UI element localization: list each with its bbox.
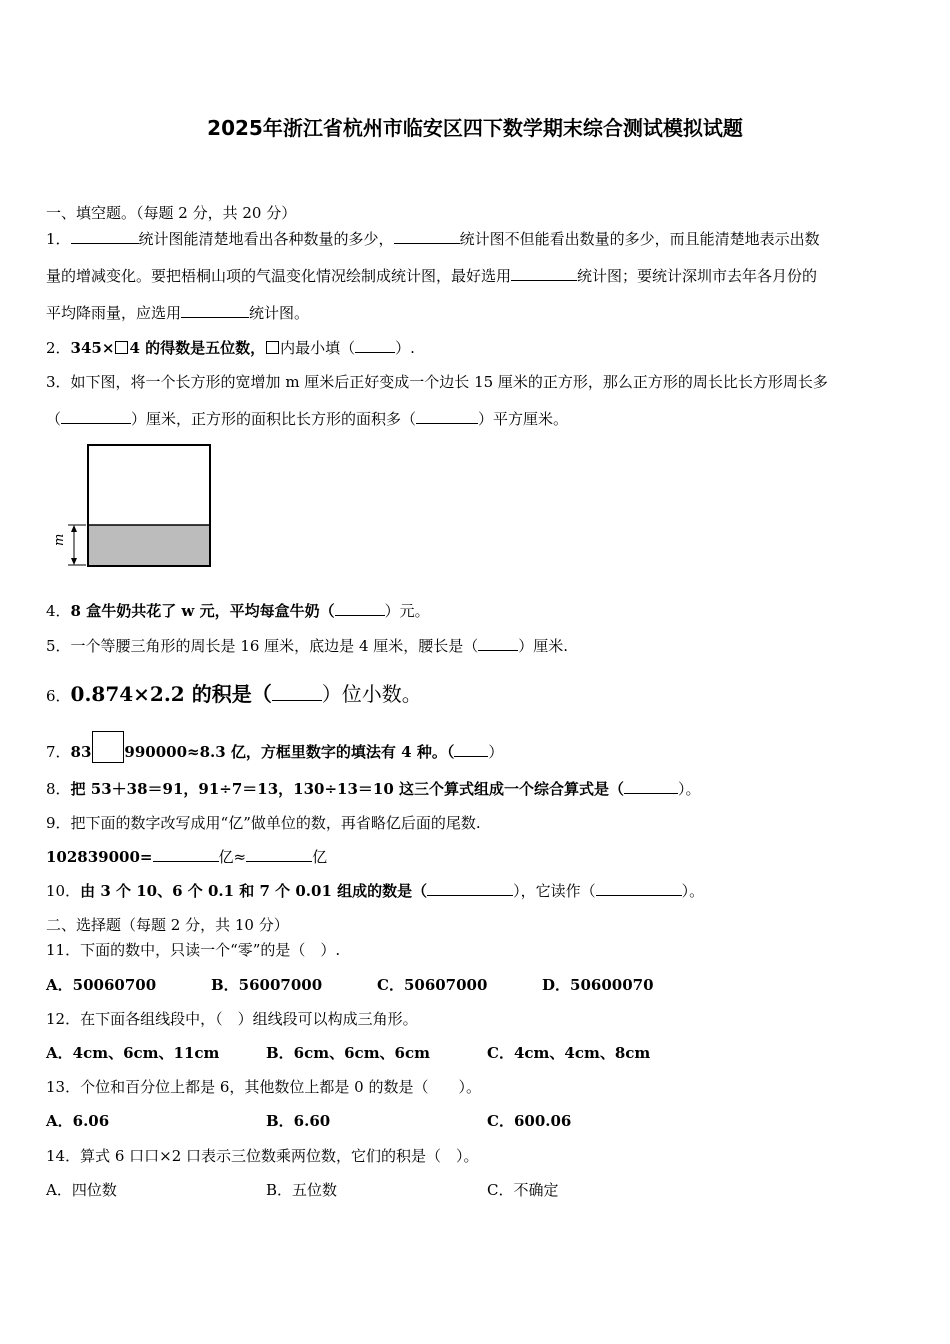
- digit-box[interactable]: [92, 731, 124, 763]
- question-text: 亿: [312, 848, 328, 866]
- question-number: 10．: [46, 882, 81, 900]
- question-14-stem: 14．算式 6 口口×2 口表示三位数乘两位数，它们的积是（ ）。: [46, 1147, 479, 1165]
- question-number: 1．: [46, 230, 71, 248]
- question-text: 平均降雨量，应选用: [46, 304, 182, 322]
- option-a[interactable]: A．6.06: [46, 1112, 110, 1130]
- option-c[interactable]: C．600.06: [487, 1112, 572, 1130]
- option-b[interactable]: B．56007000: [211, 976, 323, 994]
- answer-blank[interactable]: [355, 338, 395, 353]
- question-text: ）厘米.: [518, 637, 569, 655]
- m-label: m: [52, 533, 67, 546]
- question-text: ）位小数。: [321, 682, 422, 706]
- answer-blank[interactable]: [71, 229, 139, 244]
- arrow-up-icon: [71, 525, 77, 532]
- answer-blank[interactable]: [335, 601, 385, 616]
- option-b[interactable]: B．6cm、6cm、6cm: [266, 1044, 431, 1062]
- arrow-down-icon: [71, 558, 77, 565]
- question-text: 8 盒牛奶共花了 w 元，平均每盒牛奶（: [70, 602, 335, 620]
- question-text: 量的增减变化。要把梧桐山项的气温变化情况绘制成统计图，最好选用: [46, 267, 512, 285]
- answer-blank[interactable]: [454, 742, 488, 757]
- question-3-line-2: [46, 408, 568, 429]
- answer-blank[interactable]: [416, 409, 478, 424]
- answer-blank[interactable]: [596, 881, 682, 896]
- question-text: 统计图；要统计深圳市去年各月份的: [577, 267, 818, 285]
- question-12-stem: 12．在下面各组线段中，（ ）组线段可以构成三角形。: [46, 1010, 418, 1028]
- question-number: 9．: [46, 814, 71, 832]
- answer-blank[interactable]: [246, 847, 312, 862]
- question-text: 内最小填（: [280, 339, 356, 357]
- question-8: [46, 778, 701, 799]
- question-number: 7．: [46, 743, 71, 761]
- question-number: 3．: [46, 373, 71, 391]
- question-text: 把 53＋38＝91，91÷7＝13，130÷13＝10 这三个算式组成一个综合算式是（: [70, 780, 624, 798]
- rectangle-diagram: [52, 440, 222, 574]
- option-a[interactable]: A．四位数: [46, 1181, 117, 1199]
- question-text: 一个等腰三角形的周长是 16 厘米，底边是 4 厘米，腰长是（: [70, 637, 479, 655]
- option-c[interactable]: C．不确定: [487, 1181, 559, 1199]
- option-c[interactable]: C．4cm、4cm、8cm: [487, 1044, 651, 1062]
- option-b[interactable]: B．6.60: [266, 1112, 331, 1130]
- question-number: 2．: [46, 339, 71, 357]
- question-text: 统计图。: [249, 304, 310, 322]
- question-text: ）。: [678, 780, 701, 798]
- question-9-line-1: [46, 812, 481, 833]
- question-6: [46, 678, 422, 707]
- answer-blank[interactable]: [272, 686, 322, 701]
- option-d[interactable]: D．50600070: [542, 976, 654, 994]
- question-text: 把下面的数字改写成用“亿”做单位的数，再省略亿后面的尾数.: [70, 814, 481, 832]
- option-a[interactable]: A．50060700: [46, 976, 157, 994]
- section-heading-fill-in: 一、填空题。（每题 2 分，共 20 分）: [46, 204, 297, 222]
- section-heading-choice: 二、选择题（每题 2 分，共 10 分）: [46, 916, 289, 934]
- question-text: ）: [488, 743, 504, 761]
- question-text: 如下图，将一个长方形的宽增加 m 厘米后正好变成一个边长 15 厘米的正方形，那么正方形的周长比长方形周长多: [70, 373, 828, 391]
- question-text: ）元。: [384, 602, 430, 620]
- answer-blank[interactable]: [394, 229, 460, 244]
- shaded-strip: [89, 525, 209, 565]
- question-text: 0.874×2.2 的积是（: [70, 682, 272, 706]
- question-text: （: [46, 410, 62, 428]
- question-text: 由 3 个 10、6 个 0.1 和 7 个 0.01 组成的数是（: [80, 882, 428, 900]
- answer-blank[interactable]: [478, 636, 518, 651]
- question-text: ），它读作（: [513, 882, 596, 900]
- question-3-line-1: [46, 371, 828, 392]
- question-number: 5．: [46, 637, 71, 655]
- page-title: 2025年浙江省杭州市临安区四下数学期末综合测试模拟试题: [207, 116, 743, 140]
- question-number: 4．: [46, 602, 71, 620]
- question-1-line-1: [46, 228, 820, 249]
- question-4: [46, 600, 430, 621]
- question-11-stem: 11．下面的数中，只读一个“零”的是（ ）.: [46, 941, 341, 959]
- answer-blank[interactable]: [153, 847, 219, 862]
- square-box-icon: [266, 341, 279, 354]
- question-7: [46, 731, 503, 763]
- option-c[interactable]: C．50607000: [377, 976, 488, 994]
- question-10: [46, 880, 704, 901]
- question-text: 统计图不但能看出数量的多少，而且能清楚地表示出数: [459, 230, 820, 248]
- question-5: [46, 635, 568, 656]
- question-1-line-3: [46, 302, 309, 323]
- question-9-line-2: [46, 846, 327, 867]
- question-text: 亿≈: [218, 848, 247, 866]
- question-text: ）平方厘米。: [478, 410, 569, 428]
- question-2: [46, 337, 415, 358]
- answer-blank[interactable]: [511, 266, 577, 281]
- answer-blank[interactable]: [61, 409, 131, 424]
- question-text: ）厘米，正方形的面积比长方形的面积多（: [131, 410, 417, 428]
- answer-blank[interactable]: [181, 303, 249, 318]
- question-text: ）.: [395, 339, 415, 357]
- square-box-icon: [115, 341, 128, 354]
- question-text: 345×: [70, 339, 115, 357]
- option-a[interactable]: A．4cm、6cm、11cm: [46, 1044, 220, 1062]
- option-b[interactable]: B．五位数: [266, 1181, 338, 1199]
- question-text: 102839000=: [46, 848, 153, 866]
- question-13-stem: 13．个位和百分位上都是 6，其他数位上都是 0 的数是（ ）。: [46, 1078, 481, 1096]
- question-number: 6．: [46, 687, 71, 705]
- question-number: 8．: [46, 780, 71, 798]
- question-text: 4 的得数是五位数，: [129, 339, 266, 357]
- question-1-line-2: [46, 265, 817, 286]
- question-text: 83: [70, 743, 92, 761]
- question-text: ）。: [681, 882, 705, 900]
- answer-blank[interactable]: [624, 779, 678, 794]
- question-text: 990000≈8.3 亿，方框里数字的填法有 4 种。（: [124, 743, 455, 761]
- question-text: 统计图能清楚地看出各种数量的多少，: [138, 230, 394, 248]
- answer-blank[interactable]: [427, 881, 513, 896]
